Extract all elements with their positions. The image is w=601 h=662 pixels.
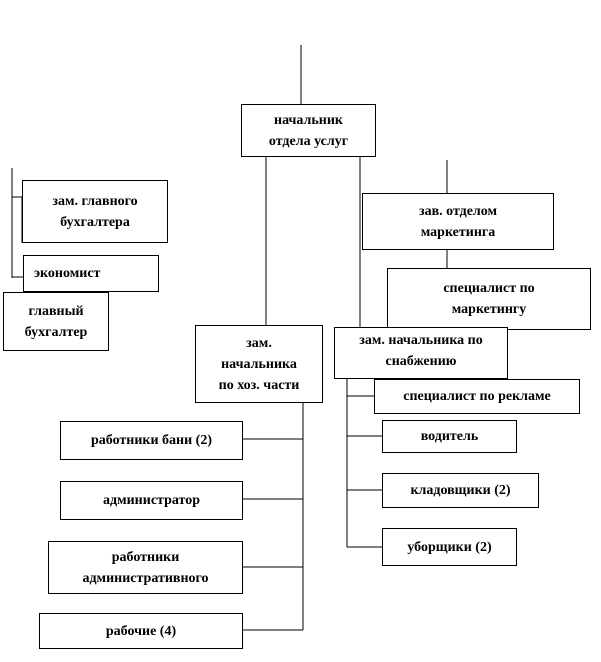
node-chief-accountant: главный бухгалтер [3, 292, 109, 351]
node-driver: водитель [382, 420, 517, 453]
node-marketing-head: зав. отделом маркетинга [362, 193, 554, 250]
node-storekeepers: кладовщики (2) [382, 473, 539, 508]
node-cleaners: уборщики (2) [382, 528, 517, 566]
node-deputy-household: зам. начальника по хоз. части [195, 325, 323, 403]
node-administrator: администратор [60, 481, 243, 520]
node-head: начальник отдела услуг [241, 104, 376, 157]
node-ad-specialist: специалист по рекламе [374, 379, 580, 414]
node-deputy-supply: зам. начальника по снабжению [334, 327, 508, 379]
node-marketing-specialist: специалист по маркетингу [387, 268, 591, 330]
node-bath-workers: работники бани (2) [60, 421, 243, 460]
node-admin-staff: работники административного [48, 541, 243, 594]
node-economist: экономист [23, 255, 159, 292]
node-deputy-chief-accountant: зам. главного бухгалтера [22, 180, 168, 243]
node-laborers: рабочие (4) [39, 613, 243, 649]
